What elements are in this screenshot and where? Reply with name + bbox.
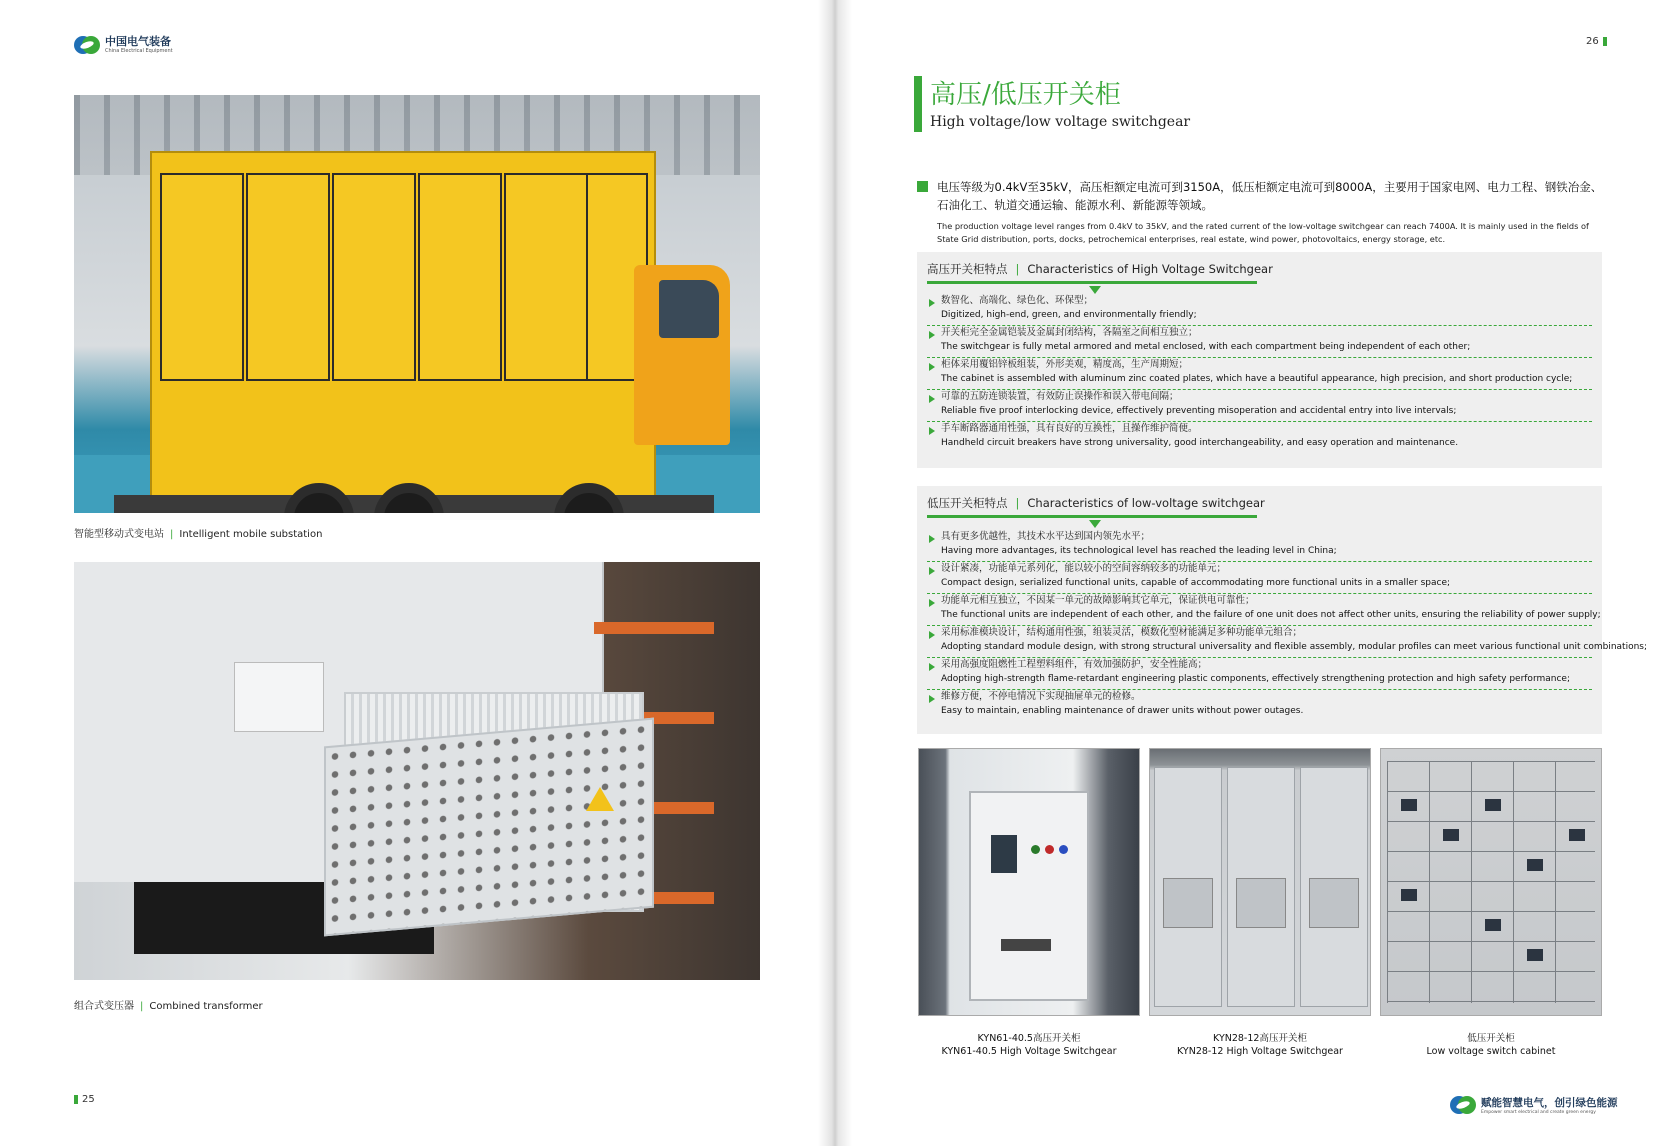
lv-features-list [927, 530, 1648, 722]
kyn61-caption: KYN61-40.5高压开关柜 KYN61-40.5 High Voltage Switchgear [941, 1033, 1117, 1057]
intro-block [917, 178, 1607, 246]
list-item: 柜体采用覆铝锌板组装，外形美观，精度高，生产周期短； The cabinet is assembled with aluminum zinc coated plates, which have a beautiful appearance, high precision, and short production cycle; [927, 358, 1592, 390]
low-voltage-cabinet-photo [1380, 748, 1602, 1016]
caption-cn: 智能型移动式变电站 [74, 529, 164, 540]
page-number-right: 26 [1586, 36, 1607, 47]
caption-cn: 组合式变压器 [74, 1001, 134, 1012]
bullet-triangle-icon [929, 395, 935, 403]
mobile-substation-caption: 智能型移动式变电站 | Intelligent mobile substation [74, 529, 323, 540]
bullet-triangle-icon [929, 631, 935, 639]
brand-logo [74, 34, 173, 56]
title-accent-bar [914, 76, 922, 132]
page-title-cn: 高压/低压开关柜 [930, 80, 1121, 110]
bullet-triangle-icon [929, 599, 935, 607]
mobile-substation-photo [74, 95, 760, 513]
list-item: 功能单元相互独立，不因某一单元的故障影响其它单元，保证供电可靠性； The functional units are independent of each other, and the failure of one unit does not affect other units, ensuring the reliability of power supply; [927, 594, 1592, 626]
arrow-down-icon [1089, 520, 1101, 528]
brand-logo-icon [1450, 1094, 1476, 1116]
lv-features-heading: 低压开关柜特点 | Characteristics of low-voltage switchgear [927, 492, 1257, 518]
bullet-triangle-icon [929, 299, 935, 307]
list-item: 数智化、高端化、绿色化、环保型； Digitized, high-end, green, and environmentally friendly; [927, 294, 1592, 326]
combined-transformer-photo [74, 562, 760, 980]
list-item: 可靠的五防连锁装置，有效防止误操作和误入带电间隔； Reliable five proof interlocking device, effectively preventing misoperation and accidental entry into live intervals; [927, 390, 1592, 422]
bullet-triangle-icon [929, 331, 935, 339]
page-title-en: High voltage/low voltage switchgear [930, 114, 1191, 130]
caption-en: Intelligent mobile substation [179, 529, 323, 540]
slogan-en: Empower smart electrical and create green energy [1481, 1110, 1596, 1115]
page-number-left: 25 [74, 1094, 95, 1105]
lv-features-box [917, 486, 1648, 734]
hv-features-heading: 高压开关柜特点 | Characteristics of High Voltage Switchgear [927, 258, 1257, 284]
bullet-triangle-icon [929, 535, 935, 543]
kyn61-switchgear-photo [918, 748, 1140, 1016]
bullet-triangle-icon [929, 663, 935, 671]
list-item: 采用标准模块设计，结构通用性强，组装灵活，模数化型材能满足多种功能单元组合； Adopting standard module design, with strong structural universality and flexible assembly, modular profiles can meet various functional unit combinations; [927, 626, 1592, 658]
list-item: 手车断路器通用性强，具有良好的互换性，且操作维护简便。 Handheld circuit breakers have strong universality, good interchangeability, and easy operation and maintenance. [927, 422, 1592, 454]
brand-slogan [1450, 1094, 1618, 1116]
low-voltage-caption: 低压开关柜 Low voltage switch cabinet [1426, 1033, 1556, 1057]
brand-name-en: China Electrical Equipment [105, 48, 173, 54]
bullet-triangle-icon [929, 427, 935, 435]
bullet-triangle-icon [929, 695, 935, 703]
slogan-cn: 赋能智慧电气，创引绿色能源 [1481, 1097, 1618, 1109]
list-item: 采用高强度阻燃性工程塑料组件，有效加强防护，安全性能高； Adopting high-strength flame-retardant engineering plastic components, effectively strengthening protection and high safety performance; [927, 658, 1592, 690]
bullet-square-icon [917, 181, 928, 192]
list-item: 维修方便，不停电情况下实现抽屉单元的检修。 Easy to maintain, enabling maintenance of drawer units without power outages. [927, 690, 1592, 722]
kyn28-switchgear-photo [1149, 748, 1371, 1016]
kyn28-caption: KYN28-12高压开关柜 KYN28-12 High Voltage Switchgear [1177, 1033, 1343, 1057]
brand-name-cn: 中国电气装备 [105, 35, 171, 48]
arrow-down-icon [1089, 286, 1101, 294]
list-item: 开关柜完全金属铠装及金属封闭结构，各隔室之间相互独立； The switchgear is fully metal armored and metal enclosed, with each compartment being independent of each other; [927, 326, 1592, 358]
warning-sign-icon [586, 787, 614, 811]
list-item: 设计紧凑，功能单元系列化，能以较小的空间容纳较多的功能单元； Compact design, serialized functional units, capable of accommodating more functional units in a smaller space; [927, 562, 1592, 594]
caption-en: Combined transformer [149, 1001, 263, 1012]
list-item: 具有更多优越性，其技术水平达到国内领先水平； Having more advantages, its technological level has reached the leading level in China; [927, 530, 1592, 562]
bullet-triangle-icon [929, 363, 935, 371]
intro-text-en: The production voltage level ranges from 0.4kV to 35kV, and the rated current of the low-voltage switchgear can reach 7400A. It is mainly used in the fields of State Grid distribution, ports, docks, petrochemical enterprises, real estate, wind power, photovoltaics, energy storage, etc. [937, 221, 1589, 244]
combined-transformer-caption: 组合式变压器 | Combined transformer [74, 1001, 263, 1012]
page-gutter [818, 0, 852, 1146]
bullet-triangle-icon [929, 567, 935, 575]
intro-text-cn: 电压等级为0.4kV至35kV，高压柜额定电流可到3150A，低压柜额定电流可到8000A，主要用于国家电网、电力工程、钢铁冶金、石油化工、轨道交通运输、能源水利、新能源等领域。 [937, 180, 1603, 212]
brand-logo-icon [74, 34, 100, 56]
hv-features-list [927, 294, 1592, 454]
hv-features-box [917, 252, 1602, 468]
